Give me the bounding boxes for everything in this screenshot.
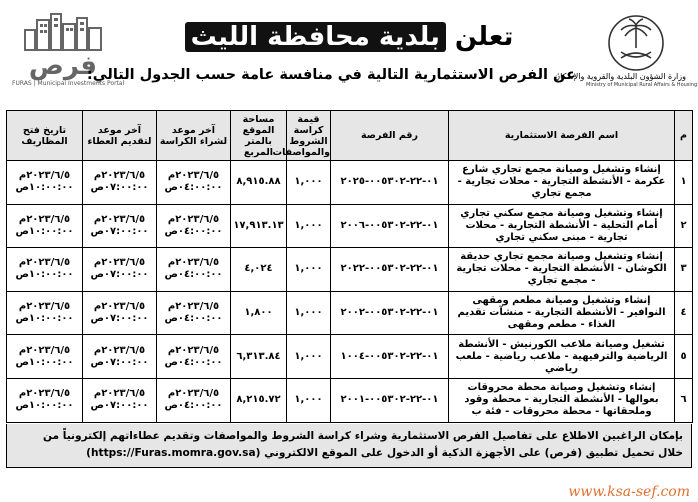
header-booklet-price: قيمة كراسة الشروط والمواصفات bbox=[287, 111, 331, 161]
row-area: ٦,٣١٣.٨٤ bbox=[231, 335, 287, 379]
row-area: ٤,٠٢٤ bbox=[231, 248, 287, 292]
row-last-buy bbox=[157, 161, 231, 205]
last-submit-date: ٢٠٢٣/٦/٥م bbox=[93, 257, 146, 269]
title-block bbox=[86, 20, 576, 86]
row-area: ٨,٢١٥.٧٢ bbox=[231, 378, 287, 422]
row-code: ٠١-٢٢-٠٠٥٣٠٢-١٠٠٤ bbox=[331, 335, 449, 379]
row-index: ٥ bbox=[675, 335, 693, 379]
row-booklet-price: ١,٠٠٠ bbox=[287, 335, 331, 379]
table-row bbox=[7, 248, 693, 292]
opening-time: ١٠:٠٠:٠٠ص bbox=[15, 182, 74, 194]
last-buy-date: ٢٠٢٣/٦/٥م bbox=[167, 257, 220, 269]
row-opening bbox=[7, 378, 83, 422]
opening-date: ٢٠٢٣/٦/٥م bbox=[18, 388, 71, 400]
row-name: تشغيل وصيانة ملاعب الكورنيش - الأنشطة الرياضية والترفيهية - ملاعب رياضية - ملعب رياضي bbox=[449, 335, 675, 379]
row-booklet-price: ١,٠٠٠ bbox=[287, 378, 331, 422]
row-opening bbox=[7, 248, 83, 292]
opening-date: ٢٠٢٣/٦/٥م bbox=[18, 344, 71, 356]
row-area: ٨,٩١٥.٨٨ bbox=[231, 161, 287, 205]
row-last-buy bbox=[157, 248, 231, 292]
table-row bbox=[7, 291, 693, 335]
row-name: إنشاء وتشغيل وصيانة مجمع تجاري حديقة الكوشان - الأنشطة التجارية - محلات تجارية - مجمع تجاري bbox=[449, 248, 675, 292]
table-row bbox=[7, 335, 693, 379]
last-submit-time: ٠٧:٠٠:٠٠ص bbox=[90, 400, 149, 412]
row-last-buy bbox=[157, 335, 231, 379]
row-code: ٠١-٢٢-٠٠٥٣٠٢-٢٠٢٥ bbox=[331, 161, 449, 205]
announcement-header bbox=[6, 6, 698, 110]
opening-time: ١٠:٠٠:٠٠ص bbox=[15, 356, 74, 368]
footer-line-2: خلال تحميل تطبيق (فرص) على الأجهزة الذكية أو الدخول على الموقع الالكتروني (https://Furas.momra.gov.sa) bbox=[86, 447, 683, 459]
opening-time: ١٠:٠٠:٠٠ص bbox=[15, 225, 74, 237]
last-submit-date: ٢٠٢٣/٦/٥م bbox=[93, 344, 146, 356]
row-area: ١,٨٠٠ bbox=[231, 291, 287, 335]
table-row bbox=[7, 161, 693, 205]
last-buy-time: ٠٤:٠٠:٠٠ص bbox=[164, 225, 223, 237]
row-area: ١٧,٩١٣.١٣ bbox=[231, 204, 287, 248]
row-code: ٠١-٢٢-٠٠٥٣٠٢-٢٠٠١ bbox=[331, 378, 449, 422]
row-booklet-price: ١,٠٠٠ bbox=[287, 291, 331, 335]
opening-date: ٢٠٢٣/٦/٥م bbox=[18, 213, 71, 225]
opening-date: ٢٠٢٣/٦/٥م bbox=[18, 301, 71, 313]
header-index: م bbox=[675, 111, 693, 161]
last-submit-time: ٠٧:٠٠:٠٠ص bbox=[90, 356, 149, 368]
row-opening bbox=[7, 335, 83, 379]
table-row bbox=[7, 378, 693, 422]
watermark: www.ksa-sef.com bbox=[568, 484, 690, 500]
row-opening bbox=[7, 161, 83, 205]
row-index: ٤ bbox=[675, 291, 693, 335]
page-title bbox=[122, 20, 576, 54]
row-index: ٦ bbox=[675, 378, 693, 422]
row-index: ٢ bbox=[675, 204, 693, 248]
furas-logo bbox=[12, 12, 125, 104]
row-opening bbox=[7, 204, 83, 248]
last-buy-time: ٠٤:٠٠:٠٠ص bbox=[164, 182, 223, 194]
last-buy-time: ٠٤:٠٠:٠٠ص bbox=[164, 400, 223, 412]
header-code: رقم الفرصة bbox=[331, 111, 449, 161]
last-buy-time: ٠٤:٠٠:٠٠ص bbox=[164, 313, 223, 325]
opening-time: ١٠:٠٠:٠٠ص bbox=[15, 313, 74, 325]
header-area: مساحة الموقع بالمتر المربع bbox=[231, 111, 287, 161]
page-subtitle: عن الفرص الاستثمارية التالية في منافسة عامة حسب الجدول التالي: bbox=[86, 67, 576, 83]
row-last-submit bbox=[83, 335, 157, 379]
header-last-submit: آخر موعد لتقديم العطاء bbox=[83, 111, 157, 161]
furas-logo-subtitle: FURAS | Municipal Investments Portal bbox=[12, 80, 125, 87]
opening-time: ١٠:٠٠:٠٠ص bbox=[15, 400, 74, 412]
row-name: إنشاء وتشغيل وصيانة مطعم ومقهى النوافير - الأنشطة التجارية - منشآت تقديم الغذاء - مطعم ومقهى bbox=[449, 291, 675, 335]
last-submit-date: ٢٠٢٣/٦/٥م bbox=[93, 301, 146, 313]
row-name: إنشاء وتشغيل وصيانة مجمع سكني تجاري أمام التحلية - الأنشطة التجارية - محلات تجارية - مبنى سكني تجاري bbox=[449, 204, 675, 248]
skyline-icon bbox=[21, 12, 105, 52]
header-last-buy: آخر موعد لشراء الكراسة bbox=[157, 111, 231, 161]
row-name: إنشاء وتشغيل وصيانة مجمع تجاري شارع عكرمة - الأنشطة التجارية - محلات تجارية - مجمع تجاري bbox=[449, 161, 675, 205]
header-opening: تاريخ فتح المظاريف bbox=[7, 111, 83, 161]
ministry-name-en: Ministry of Municipal Rural Affairs & Housing bbox=[586, 82, 698, 88]
row-opening bbox=[7, 291, 83, 335]
last-submit-time: ٠٧:٠٠:٠٠ص bbox=[90, 269, 149, 281]
row-last-submit bbox=[83, 378, 157, 422]
furas-logo-text: فرص bbox=[28, 51, 98, 81]
footer-line-1: بإمكان الراغبين الاطلاع على تفاصيل الفرص الاستثمارية وشراء كراسة الشروط والمواصفات وتقديم عطاءاتهم إلكترونياً من bbox=[42, 430, 683, 442]
row-code: ٠١-٢٢-٠٠٥٣٠٢-٢٠٠٦ bbox=[331, 204, 449, 248]
row-last-submit bbox=[83, 291, 157, 335]
title-municipality: بلدية محافظة الليث bbox=[185, 22, 446, 52]
row-index: ٣ bbox=[675, 248, 693, 292]
last-submit-date: ٢٠٢٣/٦/٥م bbox=[93, 213, 146, 225]
row-name: إنشاء وتشغيل وصيانة محطة محروقات بعوالها - الأنشطة التجارية - محطة وقود وملحقاتها - محطة محروقات - فئة ب bbox=[449, 378, 675, 422]
row-last-buy bbox=[157, 378, 231, 422]
last-submit-time: ٠٧:٠٠:٠٠ص bbox=[90, 313, 149, 325]
row-last-buy bbox=[157, 291, 231, 335]
last-submit-date: ٢٠٢٣/٦/٥م bbox=[93, 388, 146, 400]
row-last-submit bbox=[83, 161, 157, 205]
announcement bbox=[6, 6, 698, 468]
row-last-buy bbox=[157, 204, 231, 248]
last-submit-time: ٠٧:٠٠:٠٠ص bbox=[90, 182, 149, 194]
row-code: ٠١-٢٢-٠٠٥٣٠٢-٢٠٠٢ bbox=[331, 291, 449, 335]
opening-time: ١٠:٠٠:٠٠ص bbox=[15, 269, 74, 281]
palm-swords-emblem-icon bbox=[607, 14, 665, 72]
title-prefix: تعلن bbox=[454, 22, 514, 52]
row-code: ٠١-٢٢-٠٠٥٣٠٢-٢٠٢٢ bbox=[331, 248, 449, 292]
row-booklet-price: ١,٠٠٠ bbox=[287, 161, 331, 205]
last-buy-time: ٠٤:٠٠:٠٠ص bbox=[164, 269, 223, 281]
row-booklet-price: ١,٠٠٠ bbox=[287, 204, 331, 248]
last-buy-date: ٢٠٢٣/٦/٥م bbox=[167, 388, 220, 400]
last-buy-date: ٢٠٢٣/٦/٥م bbox=[167, 301, 220, 313]
header-name: اسم الفرصة الاستثمارية bbox=[449, 111, 675, 161]
row-last-submit bbox=[83, 248, 157, 292]
opening-date: ٢٠٢٣/٦/٥م bbox=[18, 170, 71, 182]
footer-notice bbox=[6, 424, 692, 468]
row-booklet-price: ١,٠٠٠ bbox=[287, 248, 331, 292]
table-row bbox=[7, 204, 693, 248]
row-last-submit bbox=[83, 204, 157, 248]
last-submit-time: ٠٧:٠٠:٠٠ص bbox=[90, 225, 149, 237]
row-index: ١ bbox=[675, 161, 693, 205]
last-buy-date: ٢٠٢٣/٦/٥م bbox=[167, 170, 220, 182]
last-buy-date: ٢٠٢٣/٦/٥م bbox=[167, 344, 220, 356]
last-submit-date: ٢٠٢٣/٦/٥م bbox=[93, 170, 146, 182]
last-buy-date: ٢٠٢٣/٦/٥م bbox=[167, 213, 220, 225]
last-buy-time: ٠٤:٠٠:٠٠ص bbox=[164, 356, 223, 368]
ministry-logo bbox=[554, 14, 698, 104]
opening-date: ٢٠٢٣/٦/٥م bbox=[18, 257, 71, 269]
table-header-row bbox=[7, 111, 693, 161]
ministry-name-ar: وزارة الشؤون البلدية والقروية والإسكان bbox=[554, 72, 686, 81]
opportunities-table bbox=[6, 110, 693, 423]
